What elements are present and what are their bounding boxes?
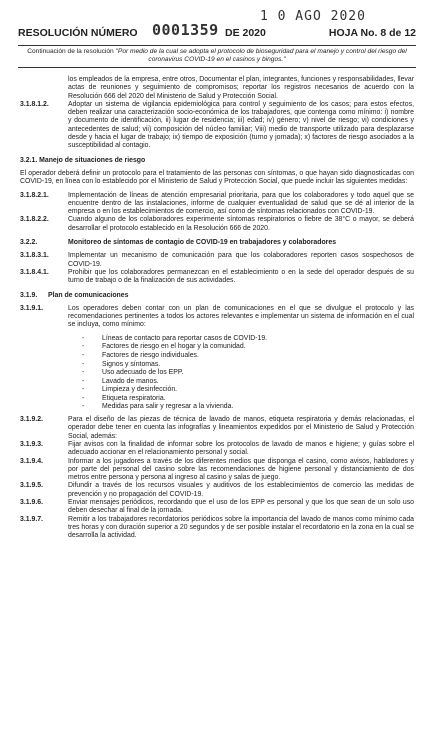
list-item: - Signos y síntomas. <box>82 361 414 370</box>
item-number: 3.1.8.2.1. <box>20 191 49 199</box>
item-number: 3.1.8.4.1. <box>20 268 49 276</box>
item-3-1-9-6 <box>20 499 414 516</box>
section-number: 3.1.9. <box>20 291 38 299</box>
item-number: 3.1.9.1. <box>20 304 43 312</box>
item-3-1-8-1-2 <box>20 101 414 151</box>
item-3-1-9-7 <box>20 516 414 541</box>
section-title: Plan de comunicaciones <box>48 291 129 299</box>
item-text: Enviar mensajes periódicos, recordando que el uso de los EPP es personal y que los que sean de un solo uso deben desechar al final de la jornada. <box>68 499 414 515</box>
item-text: Implementación de líneas de atención empresarial prioritaria, para que los colaboradores y todo aquel que se encuentre dentro de las instalaciones, informe de cualquier eventualidad de salud que se dé al interior de la empresa o en los establecimientos de comercio, así como de síntomas relacionados con COVID-19. <box>68 191 414 216</box>
item-number: 3.1.9.6. <box>20 499 43 507</box>
list-item: - Limpieza y desinfección. <box>82 386 414 395</box>
item-number: 3.1.8.3.1. <box>20 252 49 260</box>
item-3-1-8-2-1 <box>20 192 414 217</box>
item-number: 3.1.9.5. <box>20 482 43 490</box>
item-text: Prohibir que los colaboradores permanezcan en el establecimiento o en la sede del operador después de su turno de trabajo o de la finalización de sus actividades. <box>68 268 414 285</box>
continuation-title: "Por medio de la cual se adopta el protocolo de bioseguridad para el manejo y control del riesgo del coronavirus COVID-19 en el casinos y bingos." <box>115 48 407 64</box>
date-stamp: 1 0 AGO 2020 <box>260 9 366 24</box>
item-number: 3.1.8.1.2. <box>20 100 49 108</box>
section-3-2-1-paragraph: El operador deberá definir un protocolo para el tratamiento de las personas con síntomas, o que hayan sido diagnosticadas con COVID-19, en línea con lo establecido por el Ministerio de Salud y Protección Social, que puede incluir las siguientes medidas: <box>20 169 414 186</box>
item-3-1-9-2 <box>20 416 414 441</box>
list-item: - Factores de riesgo individuales. <box>82 352 414 361</box>
communication-topics-list <box>20 335 414 412</box>
list-item: - Medidas para salir y regresar a la vivienda. <box>82 403 414 412</box>
list-item: - Etiqueta respiratoria. <box>82 395 414 404</box>
item-3-1-9-3 <box>20 441 414 458</box>
item-3-1-9-1 <box>20 305 414 330</box>
list-item: - Uso adecuado de los EPP. <box>82 369 414 378</box>
item-3-1-9-5 <box>20 482 414 499</box>
section-3-1-9-title <box>20 292 414 300</box>
section-3-2-2-title <box>20 239 414 247</box>
item-number: 3.1.8.2.2. <box>20 216 49 224</box>
section-title: Monitoreo de síntomas de contagio de COVID-19 en trabajadores y colaboradores <box>68 239 337 247</box>
item-text: Difundir a través de los recursos visuales y auditivos de los establecimientos de comercio las medidas de prevención y no propagación del COVID-19. <box>68 482 414 498</box>
list-item: - Líneas de contacto para reportar casos de COVID-19. <box>82 335 414 344</box>
item-text: Los operadores deben contar con un plan de comunicaciones en el que se divulgue el protocolo y las recomendaciones pertinentes a todos los actores relevantes e implementar un sistema de información en el cual se incluya, como mínimo: <box>68 304 414 329</box>
document-header <box>18 21 416 40</box>
item-text: Remitir a los trabajadores recordatorios periódicos sobre la importancia del lavado de manos como mínimo cada tres horas y con duración superior a 20 segundos y de ser posible instalar el recordatorio en la zona en la cual se desarrolla la actividad. <box>68 515 414 540</box>
item-number: 3.1.9.4. <box>20 457 43 465</box>
item-text: Implementar un mecanismo de comunicación para que los colaboradores reporten casos sospechosos de COVID-19. <box>68 252 414 268</box>
item-3-1-8-3-1 <box>20 252 414 269</box>
item-3-1-8-4-1 <box>20 269 414 286</box>
item-number: 3.1.9.3. <box>20 440 43 448</box>
list-item: - Factores de riesgo en el hogar y la comunidad. <box>82 343 414 352</box>
item-text: Cuando alguno de los colaboradores experimente síntomas respiratorios o fiebre de 38°C o mayor, se deberá desarrollar el protocolo establecido en la Resolución 666 de 2020. <box>68 216 414 232</box>
item-text: Para el diseño de las piezas de técnica de lavado de manos, etiqueta respiratoria y demás relacionadas, el operador debe tener en cuenta las infografías y lineamientos expedidos por el Ministerio de Salud y Protección Social, además: <box>68 416 414 440</box>
item-text: Informar a los jugadores a través de los diferentes medios que disponga el casino, como avisos, habladores y por parte del personal del casino sobre las recomendaciones de higiene personal y distanciamiento de dos metros entre persona y persona al ingreso al casino y salas de juego. <box>68 457 414 482</box>
section-3-2-1-title: 3.2.1. Manejo de situaciones de riesgo <box>20 156 146 164</box>
resolution-label: RESOLUCIÓN NÚMERO <box>18 27 138 39</box>
intro-paragraph: los empleados de la empresa, entre otros, Documentar el plan, integrantes, funciones y responsabilidades, llevar actas de reuniones y seguimiento de compromisos; reportar los registros necesarios de acuerdo con la Resolución 666 del 2020 del Ministerio de Salud y Protección Social. <box>68 76 414 100</box>
continuation-prefix: Continuación de la resolución <box>27 48 114 55</box>
page-number: HOJA No. 8 de 12 <box>328 27 416 39</box>
list-item: - Lavado de manos. <box>82 378 414 387</box>
resolution-number: 0001359 <box>152 21 219 39</box>
item-3-1-8-2-2 <box>20 216 414 233</box>
item-text: Fijar avisos con la finalidad de informar sobre los protocolos de lavado de manos e higiene; y guías sobre el adecuado accionar en el relacionamiento personal y social. <box>68 440 414 457</box>
section-number: 3.2.2. <box>20 239 38 247</box>
item-text: Adoptar un sistema de vigilancia epidemiológica para control y seguimiento de los casos; para estos efectos, deben realizar una caracterización socio-económica de los trabajadores, que contenga como mínimo: i) nombre y documento de identificación, ii) lugar de residencia; iii) edad; iv) género; v) nivel de riesgo; vi) condiciones y antecedentes de salud; vii) composición del núcleo familiar; Viii) medio de transporte utilizado para desplazarse desde y hacia el lugar de trabajo; ix) tiempo de exposición (turno y jornada); x) factores de riesgo asociados a la susceptibilidad al contagio. <box>68 100 414 150</box>
item-3-1-9-4 <box>20 458 414 483</box>
item-number: 3.1.9.2. <box>20 416 43 424</box>
item-number: 3.1.9.7. <box>20 515 43 523</box>
resolution-year: DE 2020 <box>225 27 266 39</box>
continuation-box <box>18 45 416 68</box>
document-body <box>20 76 414 541</box>
